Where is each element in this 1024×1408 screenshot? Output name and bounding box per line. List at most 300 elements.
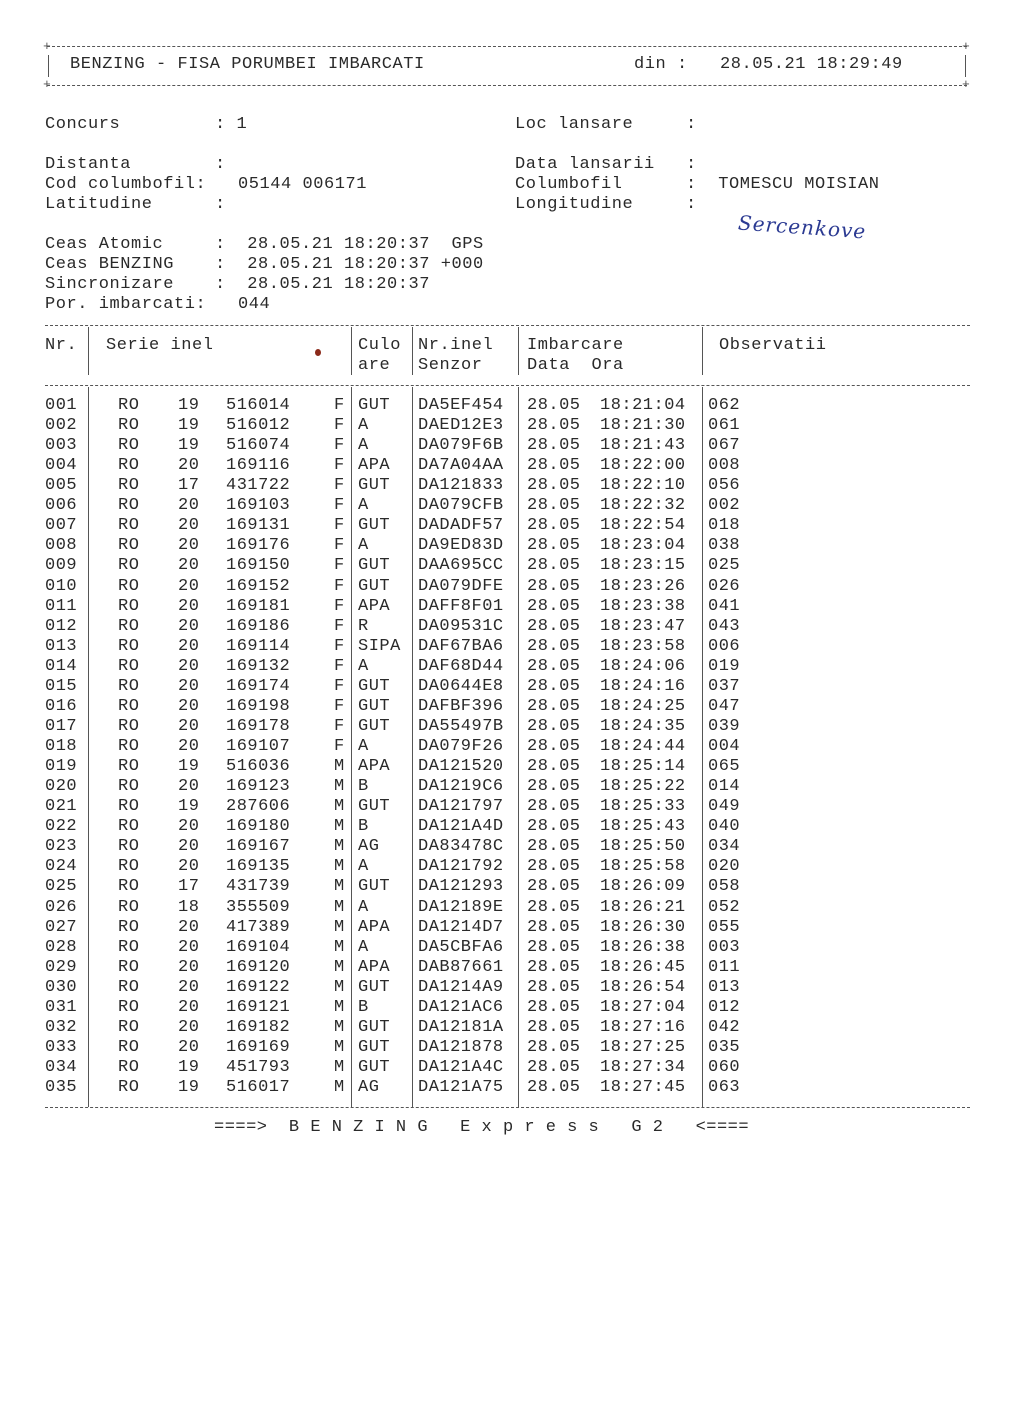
- table-row: [0, 998, 1024, 1018]
- cell-nr: 029: [45, 957, 78, 977]
- cell-observatii: 013: [708, 977, 741, 997]
- cell-nr: 034: [45, 1057, 78, 1077]
- cell-an: 20: [178, 777, 200, 797]
- cell-data: 28.05: [527, 416, 581, 436]
- cell-observatii: 020: [708, 857, 741, 877]
- cell-serie: 169180: [226, 817, 291, 837]
- date-label: din :: [634, 55, 688, 74]
- cell-culoare: APA: [358, 596, 391, 616]
- cell-culoare: APA: [358, 757, 391, 777]
- cell-tara: RO: [118, 416, 140, 436]
- table-row: [0, 898, 1024, 918]
- cell-data: 28.05: [527, 496, 581, 516]
- cell-data: 28.05: [527, 857, 581, 877]
- cell-nr: 023: [45, 837, 78, 857]
- cell-nr: 003: [45, 436, 78, 456]
- cell-nr: 008: [45, 536, 78, 556]
- cell-nr-inel-senzor: DADADF57: [418, 516, 504, 536]
- table-row: [0, 797, 1024, 817]
- table-row: [0, 597, 1024, 617]
- cell-nr: 019: [45, 757, 78, 777]
- cell-ora: 18:27:45: [600, 1078, 686, 1098]
- cell-tara: RO: [118, 536, 140, 556]
- cell-an: 20: [178, 576, 200, 596]
- data-lansarii-label: Data lansarii: [515, 155, 655, 174]
- cell-nr: 031: [45, 997, 78, 1017]
- cell-observatii: 026: [708, 576, 741, 596]
- cell-nr-inel-senzor: DA9ED83D: [418, 536, 504, 556]
- cell-observatii: 063: [708, 1078, 741, 1098]
- cell-sex: M: [334, 817, 345, 837]
- cell-nr-inel-senzor: DA079DFE: [418, 576, 504, 596]
- cell-observatii: 006: [708, 636, 741, 656]
- cell-an: 20: [178, 1017, 200, 1037]
- cell-observatii: 039: [708, 716, 741, 736]
- cell-observatii: 061: [708, 416, 741, 436]
- cell-an: 17: [178, 877, 200, 897]
- cell-sex: F: [334, 536, 345, 556]
- cell-nr-inel-senzor: DA121A75: [418, 1078, 504, 1098]
- cell-an: 20: [178, 616, 200, 636]
- table-row: [0, 938, 1024, 958]
- cell-ora: 18:21:04: [600, 396, 686, 415]
- cell-nr: 005: [45, 476, 78, 496]
- cell-serie: 169123: [226, 777, 291, 797]
- cell-an: 20: [178, 737, 200, 757]
- cell-serie: 169181: [226, 596, 291, 616]
- cell-nr-inel-senzor: DA55497B: [418, 716, 504, 736]
- cell-ora: 18:22:32: [600, 496, 686, 516]
- cell-culoare: A: [358, 536, 369, 556]
- ceas-atomic-value: : 28.05.21 18:20:37 GPS: [215, 235, 484, 254]
- cell-tara: RO: [118, 636, 140, 656]
- cod-columbofil-value: 05144 006171: [238, 175, 368, 194]
- column-header-culoare-top: Culo: [358, 336, 402, 355]
- ink-dot: [315, 349, 321, 356]
- cell-nr-inel-senzor: DA121792: [418, 857, 504, 877]
- cell-sex: F: [334, 596, 345, 616]
- cell-culoare: GUT: [358, 576, 391, 596]
- cell-data: 28.05: [527, 616, 581, 636]
- cell-sex: F: [334, 556, 345, 576]
- table-row: [0, 697, 1024, 717]
- cell-nr-inel-senzor: DAFF8F01: [418, 596, 504, 616]
- cell-nr: 002: [45, 416, 78, 436]
- table-row: [0, 918, 1024, 938]
- cell-serie: 431722: [226, 476, 291, 496]
- cell-serie: 287606: [226, 797, 291, 817]
- cell-serie: 169150: [226, 556, 291, 576]
- cell-serie: 169131: [226, 516, 291, 536]
- cell-an: 19: [178, 1078, 200, 1098]
- cell-culoare: A: [358, 737, 369, 757]
- cell-ora: 18:26:09: [600, 877, 686, 897]
- longitudine-value: :: [686, 195, 697, 214]
- concurs-value: : 1: [215, 115, 248, 134]
- cell-serie: 169182: [226, 1017, 291, 1037]
- cell-ora: 18:24:44: [600, 737, 686, 757]
- porumbei-imbarcati-value: 044: [238, 295, 271, 314]
- cell-culoare: GUT: [358, 676, 391, 696]
- column-separator: [518, 327, 519, 375]
- cell-nr-inel-senzor: DA7A04AA: [418, 456, 504, 476]
- cell-data: 28.05: [527, 937, 581, 957]
- cell-nr: 032: [45, 1017, 78, 1037]
- cell-nr: 001: [45, 396, 78, 415]
- cell-culoare: GUT: [358, 877, 391, 897]
- cell-observatii: 047: [708, 696, 741, 716]
- table-row: [0, 817, 1024, 837]
- cell-tara: RO: [118, 957, 140, 977]
- handwritten-signature: Sercenkove: [737, 210, 867, 244]
- table-row: [0, 436, 1024, 456]
- cell-data: 28.05: [527, 977, 581, 997]
- cell-nr-inel-senzor: DA12189E: [418, 897, 504, 917]
- cell-nr-inel-senzor: DAFBF396: [418, 696, 504, 716]
- cell-sex: F: [334, 656, 345, 676]
- cell-ora: 18:25:14: [600, 757, 686, 777]
- table-row: [0, 877, 1024, 897]
- cell-tara: RO: [118, 1078, 140, 1098]
- distanta-value: :: [215, 155, 226, 174]
- table-row: [0, 777, 1024, 797]
- cell-tara: RO: [118, 857, 140, 877]
- cell-an: 19: [178, 1057, 200, 1077]
- cell-nr: 022: [45, 817, 78, 837]
- cell-nr-inel-senzor: DA1219C6: [418, 777, 504, 797]
- cell-nr: 035: [45, 1078, 78, 1098]
- cell-an: 20: [178, 696, 200, 716]
- corner-mark: +: [43, 77, 51, 92]
- cell-ora: 18:25:33: [600, 797, 686, 817]
- cell-culoare: GUT: [358, 797, 391, 817]
- table-bottom-separator: [45, 1107, 970, 1108]
- cell-data: 28.05: [527, 456, 581, 476]
- cell-an: 20: [178, 1037, 200, 1057]
- cell-tara: RO: [118, 1017, 140, 1037]
- cell-observatii: 041: [708, 596, 741, 616]
- table-row: [0, 1018, 1024, 1038]
- cell-sex: M: [334, 837, 345, 857]
- cell-tara: RO: [118, 877, 140, 897]
- cell-ora: 18:24:25: [600, 696, 686, 716]
- cell-an: 20: [178, 556, 200, 576]
- cell-sex: M: [334, 797, 345, 817]
- cell-data: 28.05: [527, 656, 581, 676]
- column-header-nr-inel: Nr.inel: [418, 336, 494, 355]
- cell-data: 28.05: [527, 436, 581, 456]
- cell-an: 18: [178, 897, 200, 917]
- cell-serie: 516074: [226, 436, 291, 456]
- cell-an: 20: [178, 676, 200, 696]
- cell-ora: 18:25:58: [600, 857, 686, 877]
- ceas-atomic-label: Ceas Atomic: [45, 235, 164, 254]
- table-row: [0, 416, 1024, 436]
- ceas-benzing-label: Ceas BENZING: [45, 255, 175, 274]
- cell-serie: 169174: [226, 676, 291, 696]
- cell-tara: RO: [118, 676, 140, 696]
- cell-tara: RO: [118, 476, 140, 496]
- cell-nr-inel-senzor: DA079F6B: [418, 436, 504, 456]
- cell-ora: 18:25:50: [600, 837, 686, 857]
- cell-an: 20: [178, 917, 200, 937]
- table-top-separator: [45, 325, 970, 326]
- latitudine-value: :: [215, 195, 226, 214]
- cell-culoare: A: [358, 897, 369, 917]
- cell-sex: F: [334, 456, 345, 476]
- footer-banner: ====> B E N Z I N G E x p r e s s G 2 <====: [214, 1118, 750, 1137]
- cell-ora: 18:23:26: [600, 576, 686, 596]
- cell-nr-inel-senzor: DA121AC6: [418, 997, 504, 1017]
- cell-nr: 033: [45, 1037, 78, 1057]
- cell-ora: 18:24:06: [600, 656, 686, 676]
- cod-columbofil-label: Cod columbofil:: [45, 175, 207, 194]
- cell-sex: F: [334, 436, 345, 456]
- data-lansarii-value: :: [686, 155, 697, 174]
- cell-data: 28.05: [527, 777, 581, 797]
- cell-serie: 355509: [226, 897, 291, 917]
- cell-ora: 18:22:00: [600, 456, 686, 476]
- cell-data: 28.05: [527, 797, 581, 817]
- cell-tara: RO: [118, 757, 140, 777]
- header-left-border: [48, 55, 49, 77]
- cell-ora: 18:25:22: [600, 777, 686, 797]
- cell-sex: F: [334, 716, 345, 736]
- cell-nr: 018: [45, 737, 78, 757]
- column-header-senzor: Senzor: [418, 356, 483, 375]
- cell-tara: RO: [118, 917, 140, 937]
- cell-culoare: B: [358, 777, 369, 797]
- cell-ora: 18:26:30: [600, 917, 686, 937]
- cell-nr: 020: [45, 777, 78, 797]
- cell-data: 28.05: [527, 737, 581, 757]
- table-row: [0, 476, 1024, 496]
- cell-ora: 18:25:43: [600, 817, 686, 837]
- cell-data: 28.05: [527, 757, 581, 777]
- cell-tara: RO: [118, 837, 140, 857]
- cell-nr-inel-senzor: DA121797: [418, 797, 504, 817]
- cell-ora: 18:26:45: [600, 957, 686, 977]
- cell-nr-inel-senzor: DAF67BA6: [418, 636, 504, 656]
- cell-ora: 18:27:25: [600, 1037, 686, 1057]
- cell-nr: 007: [45, 516, 78, 536]
- cell-nr-inel-senzor: DA5EF454: [418, 396, 504, 415]
- table-row: [0, 717, 1024, 737]
- cell-nr: 017: [45, 716, 78, 736]
- cell-an: 17: [178, 476, 200, 496]
- column-header-imbarcare: Imbarcare: [527, 336, 624, 355]
- column-separator: [88, 327, 89, 375]
- table-row: [0, 556, 1024, 576]
- cell-culoare: A: [358, 937, 369, 957]
- cell-an: 20: [178, 536, 200, 556]
- table-row: [0, 1058, 1024, 1078]
- cell-observatii: 042: [708, 1017, 741, 1037]
- cell-nr-inel-senzor: DAF68D44: [418, 656, 504, 676]
- cell-an: 20: [178, 997, 200, 1017]
- cell-data: 28.05: [527, 1037, 581, 1057]
- cell-nr-inel-senzor: DA121833: [418, 476, 504, 496]
- table-row: [0, 496, 1024, 516]
- cell-an: 20: [178, 636, 200, 656]
- table-row: [0, 1038, 1024, 1058]
- cell-an: 20: [178, 957, 200, 977]
- cell-data: 28.05: [527, 837, 581, 857]
- cell-sex: F: [334, 496, 345, 516]
- cell-nr: 027: [45, 917, 78, 937]
- cell-an: 20: [178, 817, 200, 837]
- cell-serie: 169152: [226, 576, 291, 596]
- table-header-separator: [45, 385, 970, 386]
- cell-sex: M: [334, 1017, 345, 1037]
- cell-sex: M: [334, 1057, 345, 1077]
- column-header-serie-inel: Serie inel: [106, 336, 214, 355]
- cell-nr: 012: [45, 616, 78, 636]
- cell-nr-inel-senzor: DA1214D7: [418, 917, 504, 937]
- cell-data: 28.05: [527, 716, 581, 736]
- cell-an: 19: [178, 797, 200, 817]
- cell-tara: RO: [118, 696, 140, 716]
- cell-sex: F: [334, 396, 345, 415]
- column-header-culoare-bottom: are: [358, 356, 391, 375]
- cell-tara: RO: [118, 777, 140, 797]
- cell-nr: 024: [45, 857, 78, 877]
- cell-tara: RO: [118, 656, 140, 676]
- cell-an: 19: [178, 757, 200, 777]
- cell-serie: 516017: [226, 1078, 291, 1098]
- cell-data: 28.05: [527, 877, 581, 897]
- cell-an: 19: [178, 436, 200, 456]
- table-row: [0, 757, 1024, 777]
- cell-nr: 021: [45, 797, 78, 817]
- cell-sex: M: [334, 977, 345, 997]
- cell-observatii: 019: [708, 656, 741, 676]
- table-row: [0, 657, 1024, 677]
- cell-ora: 18:23:15: [600, 556, 686, 576]
- cell-ora: 18:26:21: [600, 897, 686, 917]
- cell-ora: 18:27:16: [600, 1017, 686, 1037]
- cell-nr-inel-senzor: DA121A4C: [418, 1057, 504, 1077]
- cell-serie: 169122: [226, 977, 291, 997]
- cell-nr: 013: [45, 636, 78, 656]
- table-row: [0, 837, 1024, 857]
- columbofil-label: Columbofil: [515, 175, 623, 194]
- cell-data: 28.05: [527, 576, 581, 596]
- print-date: 28.05.21 18:29:49: [720, 55, 903, 74]
- cell-culoare: GUT: [358, 977, 391, 997]
- cell-an: 20: [178, 656, 200, 676]
- table-row: [0, 978, 1024, 998]
- cell-ora: 18:24:16: [600, 676, 686, 696]
- cell-data: 28.05: [527, 696, 581, 716]
- table-row: [0, 617, 1024, 637]
- cell-serie: 169104: [226, 937, 291, 957]
- distanta-label: Distanta: [45, 155, 132, 174]
- cell-observatii: 035: [708, 1037, 741, 1057]
- cell-sex: F: [334, 616, 345, 636]
- cell-data: 28.05: [527, 476, 581, 496]
- cell-data: 28.05: [527, 636, 581, 656]
- cell-culoare: GUT: [358, 396, 391, 415]
- cell-serie: 169103: [226, 496, 291, 516]
- cell-nr: 006: [45, 496, 78, 516]
- cell-sex: M: [334, 957, 345, 977]
- cell-tara: RO: [118, 716, 140, 736]
- cell-data: 28.05: [527, 997, 581, 1017]
- cell-serie: 169178: [226, 716, 291, 736]
- cell-ora: 18:23:04: [600, 536, 686, 556]
- cell-ora: 18:26:54: [600, 977, 686, 997]
- cell-ora: 18:27:34: [600, 1057, 686, 1077]
- columbofil-value: : TOMESCU MOISIAN: [686, 175, 880, 194]
- cell-sex: F: [334, 476, 345, 496]
- cell-sex: F: [334, 576, 345, 596]
- cell-sex: F: [334, 516, 345, 536]
- cell-an: 20: [178, 857, 200, 877]
- cell-nr-inel-senzor: DA0644E8: [418, 676, 504, 696]
- cell-an: 20: [178, 837, 200, 857]
- column-separator: [351, 327, 352, 375]
- cell-culoare: AG: [358, 837, 380, 857]
- cell-data: 28.05: [527, 817, 581, 837]
- cell-nr: 009: [45, 556, 78, 576]
- cell-nr-inel-senzor: DAED12E3: [418, 416, 504, 436]
- cell-tara: RO: [118, 797, 140, 817]
- cell-nr-inel-senzor: DA121A4D: [418, 817, 504, 837]
- cell-serie: 417389: [226, 917, 291, 937]
- cell-nr-inel-senzor: DA09531C: [418, 616, 504, 636]
- cell-culoare: B: [358, 997, 369, 1017]
- cell-nr: 016: [45, 696, 78, 716]
- loc-lansare-value: :: [686, 115, 697, 134]
- cell-observatii: 038: [708, 536, 741, 556]
- cell-sex: F: [334, 676, 345, 696]
- cell-serie: 516036: [226, 757, 291, 777]
- cell-sex: M: [334, 777, 345, 797]
- cell-an: 20: [178, 496, 200, 516]
- cell-culoare: GUT: [358, 1017, 391, 1037]
- cell-nr-inel-senzor: DA079CFB: [418, 496, 504, 516]
- cell-ora: 18:21:43: [600, 436, 686, 456]
- table-row: [0, 577, 1024, 597]
- cell-serie: 169114: [226, 636, 291, 656]
- column-header-observatii: Observatii: [719, 336, 827, 355]
- cell-ora: 18:22:54: [600, 516, 686, 536]
- column-header-nr: Nr.: [45, 336, 78, 355]
- cell-data: 28.05: [527, 536, 581, 556]
- cell-nr-inel-senzor: DAA695CC: [418, 556, 504, 576]
- cell-observatii: 003: [708, 937, 741, 957]
- cell-sex: M: [334, 997, 345, 1017]
- cell-sex: M: [334, 917, 345, 937]
- cell-data: 28.05: [527, 897, 581, 917]
- cell-data: 28.05: [527, 1078, 581, 1098]
- cell-observatii: 014: [708, 777, 741, 797]
- cell-nr: 015: [45, 676, 78, 696]
- cell-nr: 010: [45, 576, 78, 596]
- cell-tara: RO: [118, 817, 140, 837]
- cell-observatii: 065: [708, 757, 741, 777]
- cell-an: 20: [178, 716, 200, 736]
- cell-observatii: 040: [708, 817, 741, 837]
- cell-sex: M: [334, 937, 345, 957]
- latitudine-label: Latitudine: [45, 195, 153, 214]
- cell-observatii: 037: [708, 676, 741, 696]
- cell-observatii: 062: [708, 396, 741, 415]
- cell-sex: M: [334, 757, 345, 777]
- table-row: [0, 516, 1024, 536]
- cell-sex: M: [334, 857, 345, 877]
